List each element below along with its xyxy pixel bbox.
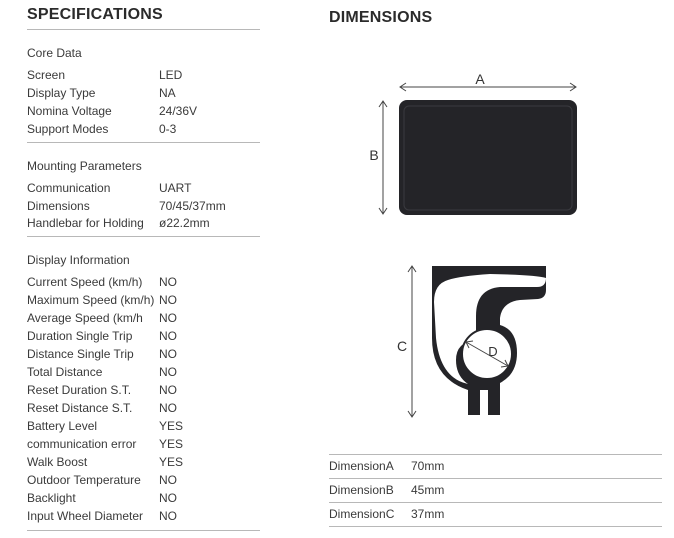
dimension-value: 37mm [411, 507, 445, 521]
section-title-mounting: Mounting Parameters [27, 159, 142, 173]
spec-value: NO [159, 509, 177, 523]
spec-value: NO [159, 383, 177, 397]
spec-label: Display Type [27, 86, 96, 100]
section-title-display-info: Display Information [27, 253, 130, 267]
dimension-c-arrow [408, 266, 416, 417]
spec-label: Average Speed (km/h [27, 311, 143, 325]
spec-value: UART [159, 181, 192, 195]
spec-value: NO [159, 365, 177, 379]
dimension-b-arrow [379, 101, 387, 214]
spec-label: Reset Distance S.T. [27, 401, 133, 415]
spec-label: Reset Duration S.T. [27, 383, 132, 397]
dimensions-heading: DIMENSIONS [329, 9, 433, 26]
specifications-heading: SPECIFICATIONS [27, 6, 163, 23]
display-screen-body [399, 100, 577, 215]
spec-value: NO [159, 347, 177, 361]
spec-label: Walk Boost [27, 455, 88, 469]
heading-divider [27, 29, 260, 30]
spec-value: YES [159, 455, 184, 469]
spec-value: 70/45/37mm [159, 199, 226, 213]
spec-value: 0-3 [159, 122, 177, 136]
spec-value: NO [159, 329, 177, 343]
spec-label: Nomina Voltage [27, 104, 112, 118]
spec-label: Battery Level [27, 419, 98, 433]
spec-value: LED [159, 68, 183, 82]
spec-value: ø22.2mm [159, 216, 210, 230]
dimension-d-label: D [488, 344, 498, 359]
mount-dimension-diagram [390, 260, 560, 425]
dimension-row-divider [329, 502, 662, 503]
dimension-label: DimensionA [329, 459, 394, 473]
dimension-value: 45mm [411, 483, 445, 497]
spec-label: Input Wheel Diameter [27, 509, 144, 523]
spec-label: Total Distance [27, 365, 103, 379]
dimension-row-divider [329, 526, 662, 527]
spec-value: NO [159, 473, 177, 487]
dimension-a-label: A [475, 71, 485, 87]
spec-value: NO [159, 401, 177, 415]
dimension-b-label: B [369, 147, 379, 163]
spec-value: NA [159, 86, 176, 100]
dimension-label: DimensionC [329, 507, 395, 521]
spec-label: Current Speed (km/h) [27, 275, 143, 289]
dimension-value: 70mm [411, 459, 445, 473]
dimension-a-arrow [400, 83, 576, 91]
spec-value: NO [159, 311, 177, 325]
spec-value: NO [159, 491, 177, 505]
spec-value: 24/36V [159, 104, 198, 118]
spec-label: Communication [27, 181, 111, 195]
dimension-label: DimensionB [329, 483, 394, 497]
display-dimension-diagram [360, 66, 590, 226]
spec-label: Handlebar for Holding [27, 216, 144, 230]
section-divider [27, 236, 260, 237]
dimension-c-label: C [396, 338, 408, 354]
spec-label: communication error [27, 437, 137, 451]
spec-label: Maximum Speed (km/h) [27, 293, 155, 307]
spec-label: Distance Single Trip [27, 347, 134, 361]
spec-value: YES [159, 437, 184, 451]
dimension-row-divider [329, 478, 662, 479]
spec-label: Dimensions [27, 199, 90, 213]
spec-label: Screen [27, 68, 66, 82]
section-divider [27, 142, 260, 143]
spec-label: Support Modes [27, 122, 109, 136]
spec-value: NO [159, 275, 177, 289]
spec-label: Outdoor Temperature [27, 473, 141, 487]
spec-value: NO [159, 293, 177, 307]
section-divider [27, 530, 260, 531]
dimension-table-top-rule [329, 454, 662, 455]
spec-value: YES [159, 419, 184, 433]
spec-label: Duration Single Trip [27, 329, 133, 343]
section-title-core-data: Core Data [27, 46, 82, 60]
spec-label: Backlight [27, 491, 76, 505]
